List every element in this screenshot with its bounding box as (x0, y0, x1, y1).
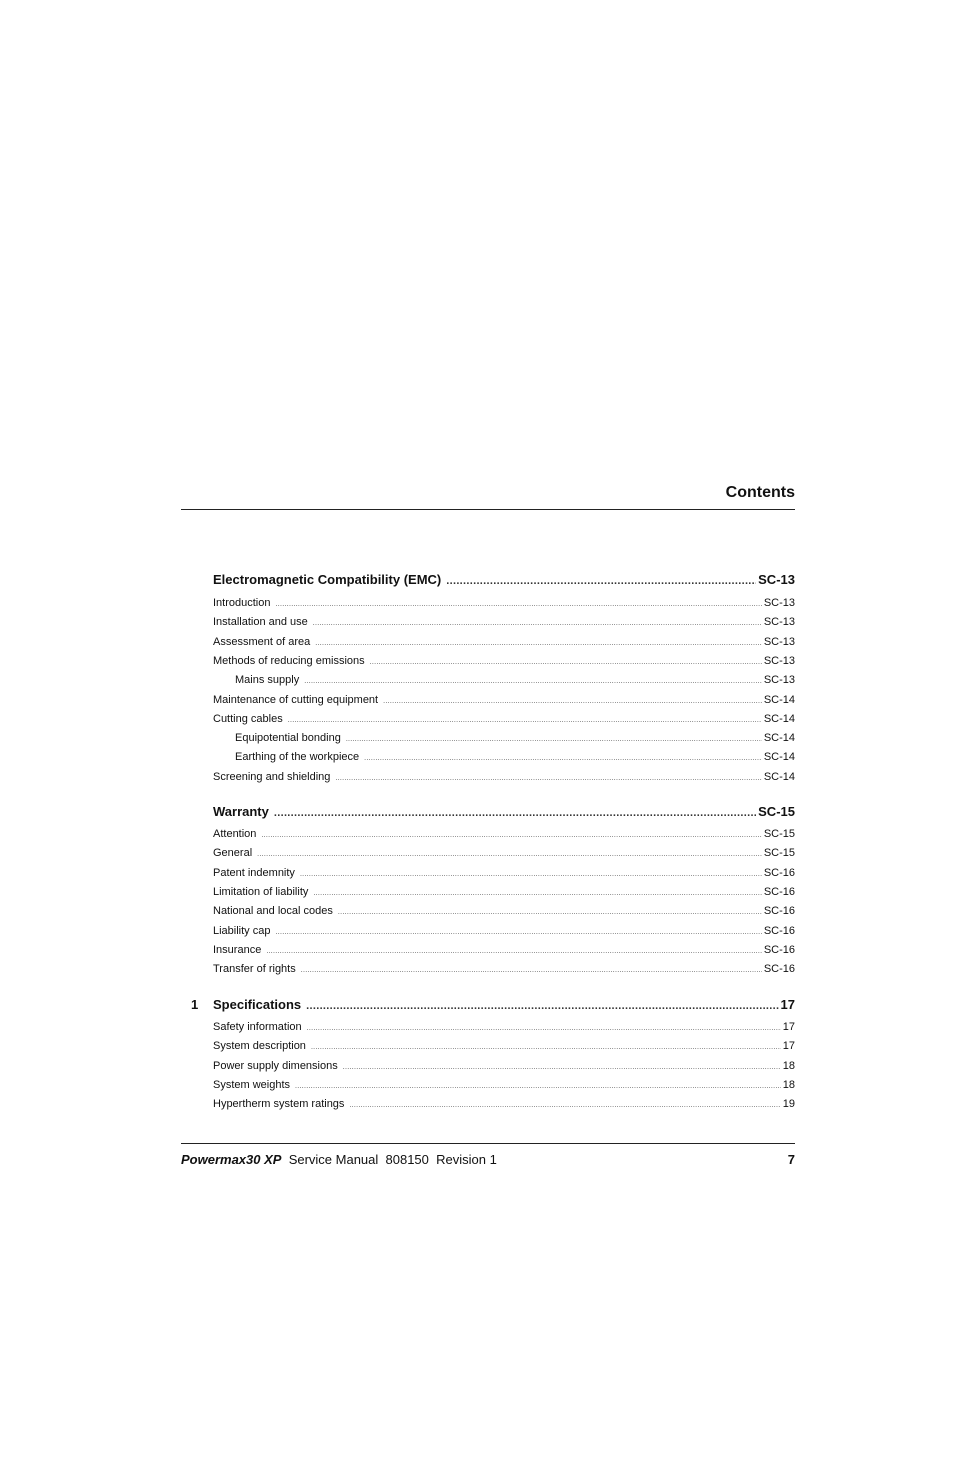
toc-entry-page: SC-16 (763, 866, 795, 879)
toc-leader (295, 1080, 781, 1092)
toc-heading-label: Specifications (213, 997, 302, 1012)
toc-entry-label: Patent indemnity (213, 866, 295, 879)
toc-leader (257, 848, 762, 860)
toc-entry-page: SC-16 (763, 963, 795, 976)
toc-entry-page: 19 (782, 1098, 795, 1111)
toc-entry[interactable] (213, 635, 795, 649)
toc-leader (304, 675, 762, 687)
toc-entry[interactable] (213, 1059, 795, 1073)
toc-leader (275, 926, 761, 938)
toc-entry-page: SC-13 (763, 597, 795, 609)
toc-leader (335, 772, 761, 784)
toc-entry-label: National and local codes (213, 905, 333, 918)
toc-entry-page: SC-13 (763, 616, 795, 629)
toc-leader (307, 1022, 781, 1034)
toc-entry-page: SC-16 (763, 943, 795, 956)
toc-entry-page: 17 (782, 1021, 795, 1033)
toc-leader (346, 733, 762, 745)
toc-leader (313, 617, 762, 629)
toc-entry-label: Introduction (213, 597, 271, 609)
toc-leader (275, 598, 761, 610)
toc-entry-label: Earthing of the workpiece (235, 751, 360, 764)
footer-rule (181, 1143, 795, 1144)
toc-entry-label: Equipotential bonding (235, 732, 341, 745)
toc-heading-page: SC-15 (758, 804, 795, 819)
toc-entry[interactable] (213, 1039, 795, 1053)
toc-entry[interactable] (213, 1078, 795, 1092)
toc-entry[interactable] (213, 827, 795, 841)
toc-entry-page: SC-14 (763, 751, 795, 764)
toc-entry-page: SC-13 (763, 635, 795, 648)
toc-leader (311, 1041, 781, 1053)
toc-entry[interactable] (213, 693, 795, 707)
toc-entry-label: Liability cap (213, 924, 271, 937)
toc-entry[interactable] (213, 615, 795, 629)
footer-page-number: 7 (787, 1152, 795, 1167)
toc-heading-page: 17 (780, 997, 795, 1012)
toc-leader (266, 945, 762, 957)
toc-entry-label: Transfer of rights (213, 963, 296, 976)
toc-entry-page: SC-15 (763, 828, 795, 840)
toc-entry-label: System weights (213, 1078, 291, 1091)
toc-leader (301, 964, 762, 976)
toc-entry-page: 18 (782, 1059, 795, 1072)
toc-entry[interactable] (213, 596, 795, 610)
toc-entry[interactable] (213, 654, 795, 668)
page-title: Contents (725, 484, 795, 501)
toc-leader (446, 573, 756, 588)
toc-leader (383, 695, 762, 707)
toc-entry-page: SC-15 (763, 847, 795, 860)
toc-entry[interactable] (213, 943, 795, 957)
footer (181, 1152, 795, 1167)
toc-entry-label: Hypertherm system ratings (213, 1098, 345, 1111)
toc-heading[interactable] (213, 997, 795, 1013)
toc-entry-page: 18 (782, 1078, 795, 1091)
toc-entry-label: System description (213, 1040, 306, 1053)
toc-leader (313, 887, 761, 899)
toc-leader (343, 1061, 781, 1073)
toc-leader (349, 1099, 780, 1111)
toc-entry-label: Mains supply (235, 674, 300, 687)
toc-leader (261, 829, 761, 841)
toc-entry-page: SC-14 (763, 770, 795, 783)
toc-entry[interactable] (213, 712, 795, 726)
toc-entry[interactable] (213, 962, 795, 976)
toc-heading-page: SC-13 (758, 572, 795, 587)
toc-heading[interactable] (213, 572, 795, 588)
toc-entry-page: 17 (782, 1040, 795, 1053)
toc-entry-label: General (213, 847, 253, 860)
toc-leader (370, 656, 762, 668)
toc-entry[interactable] (213, 1097, 795, 1111)
toc-entry-label: Power supply dimensions (213, 1059, 338, 1072)
toc-entry[interactable] (235, 673, 795, 687)
toc-entry-page: SC-16 (763, 905, 795, 918)
toc-entry[interactable] (235, 731, 795, 745)
toc-entry-label: Limitation of liability (213, 885, 309, 898)
toc-heading-label: Electromagnetic Compatibility (EMC) (213, 572, 442, 587)
toc-entry-label: Cutting cables (213, 712, 283, 725)
toc-leader (338, 906, 762, 918)
toc-entry-page: SC-16 (763, 924, 795, 937)
toc-leader (306, 998, 778, 1013)
toc-leader (364, 752, 762, 764)
toc-entry-page: SC-14 (763, 712, 795, 725)
header-rule (181, 509, 795, 510)
toc-entry[interactable] (235, 750, 795, 764)
footer-manual-details: Service Manual 808150 Revision 1 (288, 1152, 497, 1167)
footer-manual-info (181, 1152, 497, 1167)
toc-leader (274, 805, 756, 820)
toc-entry[interactable] (213, 924, 795, 938)
toc-entry[interactable] (213, 885, 795, 899)
toc-leader (300, 868, 762, 880)
toc-entry-page: SC-13 (763, 654, 795, 667)
toc-entry[interactable] (213, 770, 795, 784)
footer-product-name: Powermax30 XP (181, 1152, 282, 1167)
toc-leader (315, 637, 762, 649)
toc-entry[interactable] (213, 1020, 795, 1034)
toc-entry-label: Installation and use (213, 616, 308, 629)
toc-entry[interactable] (213, 846, 795, 860)
toc-entry[interactable] (213, 866, 795, 880)
toc-entry-label: Safety information (213, 1021, 302, 1033)
toc-entry-page: SC-14 (763, 693, 795, 706)
toc-entry-label: Attention (213, 828, 257, 840)
toc-entry-label: Methods of reducing emissions (213, 654, 365, 667)
toc-leader (288, 714, 762, 726)
toc-entry-label: Insurance (213, 943, 262, 956)
toc-entry-page: SC-13 (763, 674, 795, 687)
toc-entry-page: SC-14 (763, 732, 795, 745)
toc-entry-label: Maintenance of cutting equipment (213, 693, 379, 706)
toc-heading-label: Warranty (213, 804, 269, 819)
toc-entry-label: Screening and shielding (213, 770, 331, 783)
toc-entry-label: Assessment of area (213, 635, 311, 648)
toc-chapter-number: 1 (191, 997, 199, 1012)
toc-heading[interactable] (213, 804, 795, 820)
toc-entry[interactable] (213, 904, 795, 918)
toc-entry-page: SC-16 (763, 885, 795, 898)
